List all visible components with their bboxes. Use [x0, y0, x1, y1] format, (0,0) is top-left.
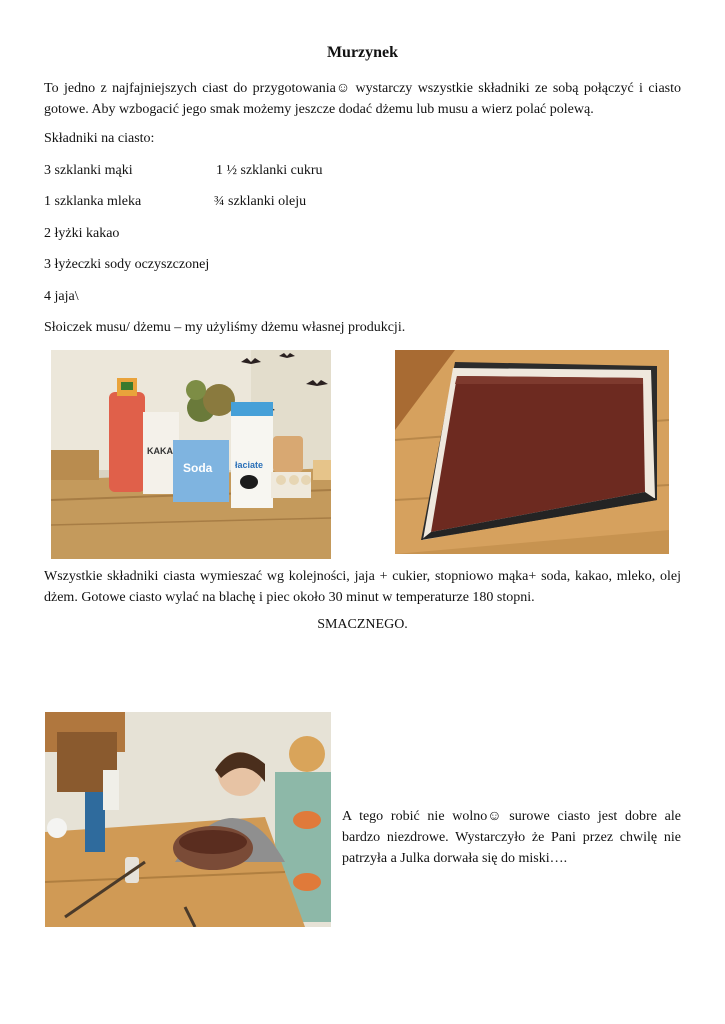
- ingredient-jam: Słoiczek musu/ dżemu – my użyliśmy dżemu własnej produkcji.: [44, 320, 406, 335]
- ingredient-cocoa: 2 łyżki kakao: [44, 226, 120, 241]
- ingredients-photo: [51, 350, 331, 559]
- ingredient-oil: ¾ szklanki oleju: [214, 194, 307, 209]
- cocoa-box-label: KAKA: [147, 446, 173, 456]
- instructions-paragraph: Wszystkie składniki ciasta wymieszać wg kolejności, jaja + cukier, stopniowo mąka+ soda, kakao, mleko, olej dżem. Gotowe ciasto wylać na blachę i piec około 30 minut w temperaturze 180 stopni.: [44, 569, 681, 605]
- ingredient-soda: 3 łyżeczki sody oczyszczonej: [44, 257, 210, 272]
- photo-caption: A tego robić nie wolno☺ surowe ciasto jest dobre ale bardzo niezdrowe. Wystarczyło że Pani przez chwilę nie patrzyła a Julka dorwała się do miski….: [342, 809, 681, 866]
- ingredient-flour: 3 szklanki mąki: [44, 163, 133, 178]
- ingredient-milk: 1 szklanka mleka: [44, 194, 142, 209]
- intro-paragraph: To jedno z najfajniejszych ciast do przygotowania☺ wystarczy wszystkie składniki ze sobą połączyć i ciasto gotowe. Aby wzbogacić jego smak możemy jeszcze dodać dżemu lub musu a wierz polać polewą.: [44, 81, 681, 117]
- milk-carton-label: łaciate: [235, 460, 264, 470]
- girl-bowl-photo: [45, 712, 331, 927]
- ingredient-eggs: 4 jaja\: [44, 289, 79, 304]
- cake-tray-photo: [395, 350, 669, 554]
- ingredient-sugar: 1 ½ szklanki cukru: [216, 163, 323, 178]
- page-title: Murzynek: [326, 44, 399, 61]
- closing-text: SMACZNEGO.: [317, 617, 408, 632]
- ingredients-header: Składniki na ciasto:: [44, 131, 155, 146]
- soda-box-label: Soda: [183, 461, 213, 475]
